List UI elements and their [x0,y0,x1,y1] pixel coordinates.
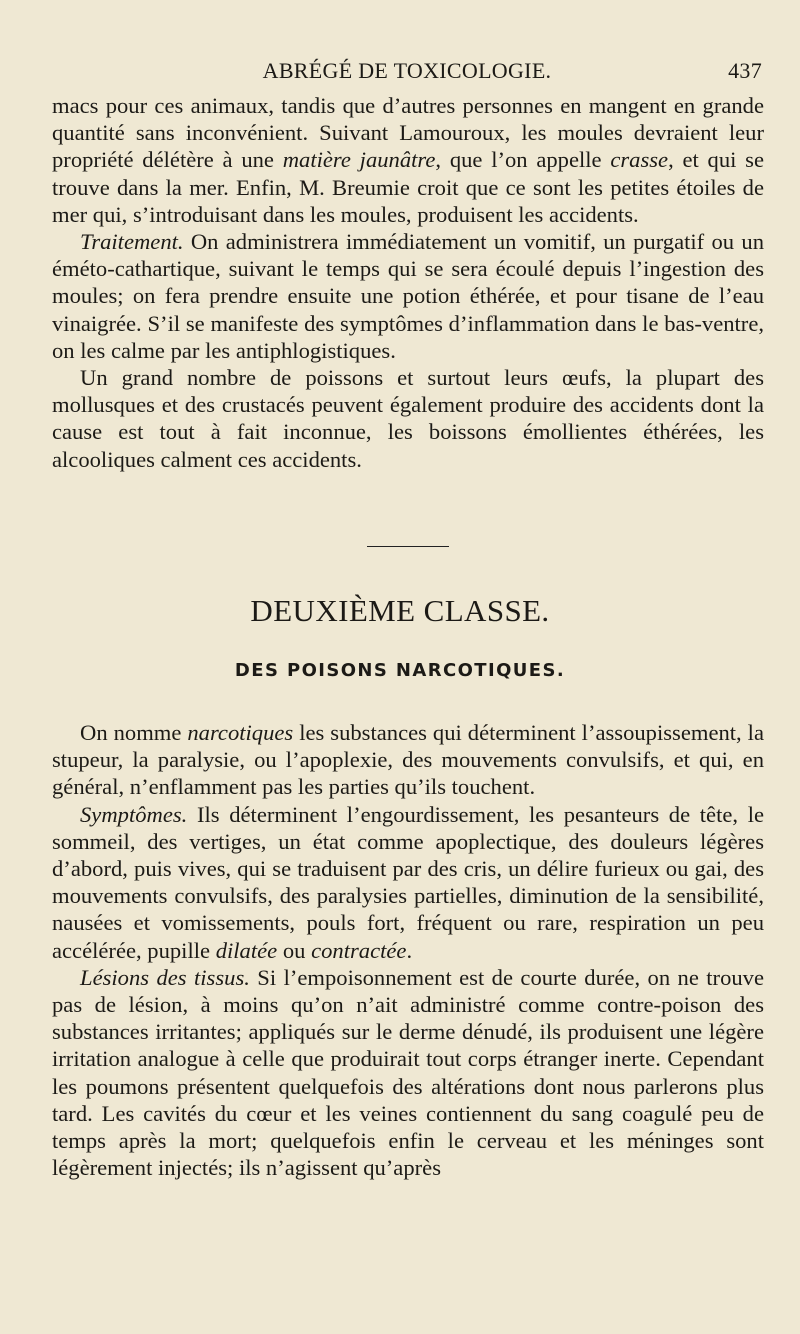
section-divider [367,546,449,547]
text-run: Si l’empoisonnement est de courte durée, on ne trouve pas de lésion, à moins qu’on n’ait administré comme contre-poison des substances irritantes; appliqués sur le derme dénudé, ils produisent une légère irritation analogue à celle que produirait tout corps étranger inerte. Cependant les poumons présentent quelquefois des altérations dont nous parlerons plus tard. Les cavités du cœur et les veines contiennent du sang coagulé peu de temps après la mort; quelquefois enfin le cerveau et les méninges sont légèrement injectés; ils n’agissent qu’après [52,964,764,1181]
text-block-top [52,92,764,473]
section-subtitle: DES POISONS NARCOTIQUES. [234,660,566,681]
italic-term: contractée [311,937,407,963]
text-run: ou [277,937,312,963]
paragraph-moules-continued [52,92,764,228]
running-head [52,58,762,88]
paragraph-symptomes [52,801,764,964]
text-run: On nomme [80,720,188,745]
text-run: macs pour ces animaux, tandis que d’autres personnes en mangent en grande quantité sans inconvénient. Suivant Lamouroux, les moules devraient leur propriété délétère à une [52,93,764,173]
italic-term: crasse [610,147,669,173]
paragraph-lead: Symptômes. [80,801,188,827]
paragraph-poissons: Un grand nombre de poissons et surtout leurs œufs, la plupart des mollusques et des crustacés peuvent également produire des accidents dont la cause est tout à fait inconnue, les boissons émollientes éthérées, les alcooliques calment ces accidents. [52,365,764,472]
paragraph-lead: Traitement. [80,229,184,255]
text-run: , et qui se trouve dans la mer. Enfin, M. Breumie croit que ce sont les petites étoiles de mer qui, s’introduisant dans les moules, produisent les accidents. [52,147,765,227]
paragraph-traitement [52,228,764,364]
running-title: ABRÉGÉ DE TOXICOLOGIE. [262,58,552,83]
paragraph-lead: Lésions des tissus. [80,964,250,990]
text-block-bottom [52,719,764,1181]
paragraph-definition [52,719,764,801]
paragraph-lesions [52,964,764,1182]
italic-term: dilatée [215,937,278,963]
italic-term: matière jaunâtre [282,147,436,173]
text-run: On administrera immédiatement un vomitif, un purgatif ou un éméto-cathartique, suivant le temps qui se sera écoulé depuis l’ingestion des moules; on fera prendre ensuite une potion éthérée, et pour tisane de l’eau vinaigrée. S’il se manifeste des symptômes d’inflammation dans le bas-ventre, on les calme par les antiphlogistiques. [52,229,764,363]
section-title: DEUXIÈME CLASSE. [250,593,550,628]
text-run: , que l’on appelle [435,147,611,173]
text-run: les substances qui déterminent l’assoupissement, la stupeur, la paralysie, ou l’apoplexie, des mouvements convulsifs, et qui, en général, n’enflamment pas les parties qu’ils touchent. [52,720,764,800]
text-run: . [406,937,413,963]
text-run: Ils déterminent l’engourdissement, les pesanteurs de tête, le sommeil, des vertiges, un état comme apoplectique, des douleurs légères d’abord, puis vives, qui se traduisent par des cris, un délire furieux ou gai, des mouvements convulsifs, des paralysies partielles, diminution de la sensibilité, nausées et vomissements, pouls fort, fréquent ou rare, respiration un peu accélérée, pupille [52,801,764,963]
italic-term: narcotiques [187,720,294,745]
page-number: 437 [728,58,762,83]
